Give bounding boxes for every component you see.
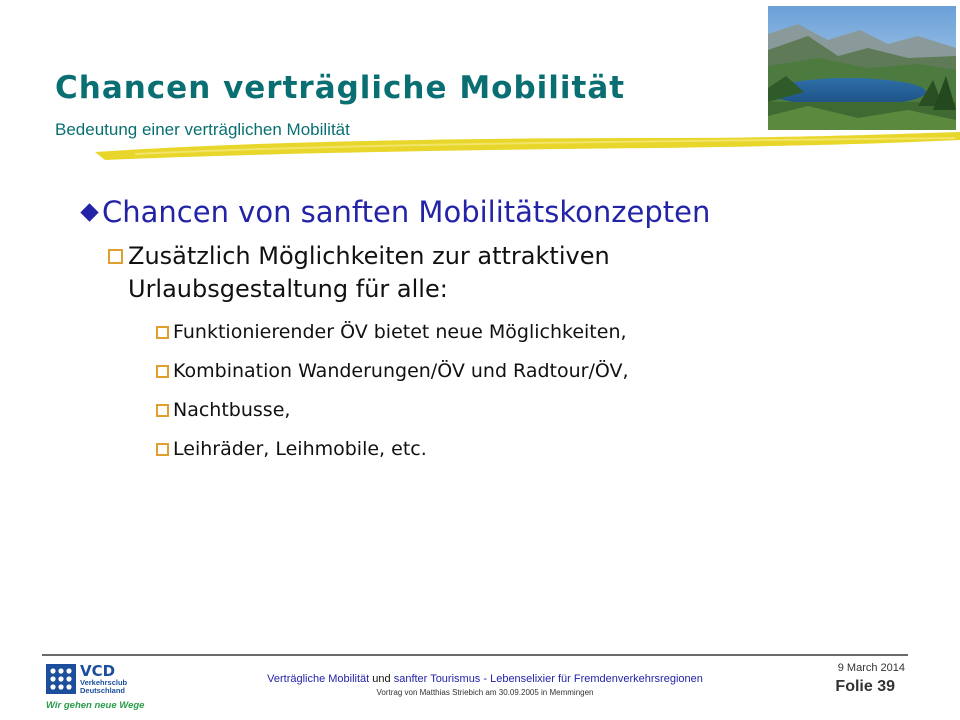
list-item: [156, 319, 938, 345]
footer-text-part1: Verträgliche Mobilität: [267, 673, 370, 685]
square-bullet-icon: [156, 326, 169, 339]
list-item-text: Nachtbusse,: [173, 399, 291, 421]
list-item-text: Leihräder, Leihmobile, etc.: [173, 438, 427, 460]
list-item-text: Funktionierender ÖV bietet neue Möglichkeiten,: [173, 321, 627, 343]
main-point: [78, 192, 938, 232]
footer-text-part2: und: [369, 673, 394, 685]
square-bullet-icon: [156, 443, 169, 456]
list-item-text: Kombination Wanderungen/ÖV und Radtour/ÖV,: [173, 360, 629, 382]
slide-number: Folie 39: [835, 678, 895, 695]
square-bullet-icon: [108, 249, 123, 264]
diamond-bullet-icon: [78, 192, 100, 232]
logo-line2: Deutschland: [80, 686, 126, 695]
square-bullet-icon: [156, 404, 169, 417]
footer-divider: [42, 654, 908, 656]
slide-subtitle: Bedeutung einer verträglichen Mobilität: [55, 120, 350, 139]
slide-content: [78, 192, 938, 462]
square-bullet-icon: [156, 365, 169, 378]
sub-point: [108, 240, 728, 306]
logo-main-text: VCD: [80, 662, 116, 680]
main-point-text: Chancen von sanften Mobilitätskonzepten: [102, 195, 711, 229]
footer-text: [200, 673, 770, 685]
footer-text-part3: sanfter Tourismus - Lebenselixier für Fremdenverkehrsregionen: [393, 673, 703, 685]
mountain-lake-photo: [768, 6, 956, 130]
list-item: [156, 358, 938, 384]
list-item: [156, 436, 938, 462]
footer-subtext: Vortrag von Matthias Striebich am 30.09.2005 in Memmingen: [376, 688, 594, 697]
logo-tagline: Wir gehen neue Wege: [46, 700, 145, 711]
yellow-brush-stroke: [95, 128, 960, 162]
slide-title: Chancen verträgliche Mobilität: [55, 70, 626, 106]
vcd-logo: [44, 660, 152, 712]
slide-date: 9 March 2014: [837, 662, 905, 674]
logo-line1: Verkehrsclub: [80, 678, 128, 687]
sub-point-text: Zusätzlich Möglichkeiten zur attraktiven Urlaubsgestaltung für alle:: [128, 242, 610, 303]
list-item: [156, 397, 938, 423]
